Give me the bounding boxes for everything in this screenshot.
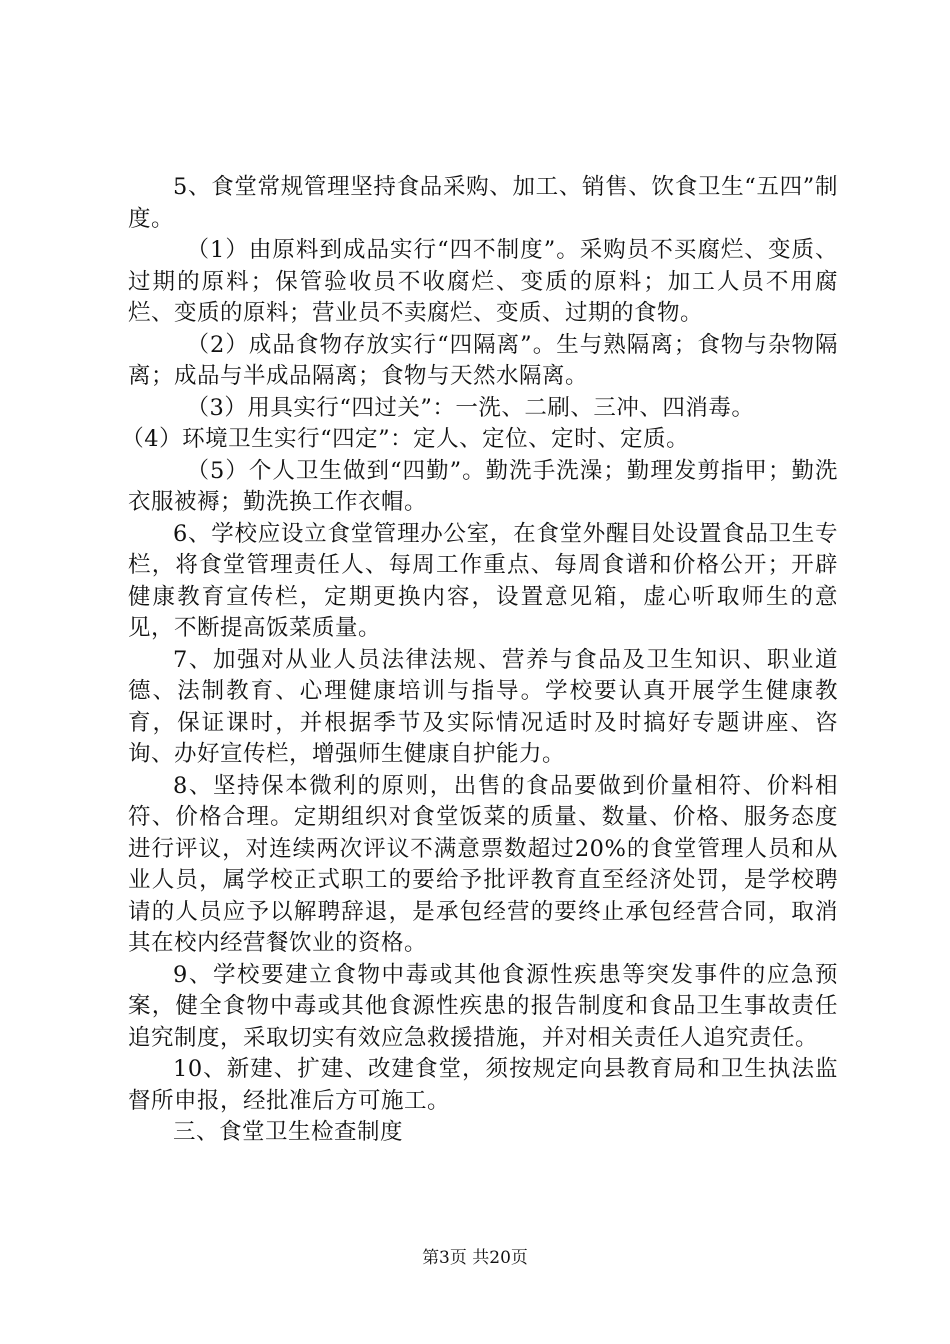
paragraph-item-7: 7、加强对从业人员法律法规、营养与食品及卫生知识、职业道德、法制教育、心理健康培训与指导。学校要认真开展学生健康教育，保证课时，并根据季节及实际情况适时及时搞好专题讲座、咨询、办好宣传栏，增强师生健康自护能力。 <box>128 646 838 767</box>
paragraph-item-5: 5、食堂常规管理坚持食品采购、加工、销售、饮食卫生“五四”制度。 <box>128 174 838 232</box>
section-heading: 三、食堂卫生检查制度 <box>173 1119 404 1145</box>
paragraph-sub-4: （4）环境卫生实行“四定”：定人、定位、定时、定质。 <box>121 426 690 452</box>
paragraph-sub-2: （2）成品食物存放实行“四隔离”。生与熟隔离；食物与杂物隔离；成品与半成品隔离；食物与天然水隔离。 <box>128 331 838 389</box>
document-body <box>121 172 838 1149</box>
paragraph-sub-5: （5）个人卫生做到“四勤”。勤洗手洗澡；勤理发剪指甲；勤洗衣服被褥；勤洗换工作衣帽。 <box>128 457 838 515</box>
paragraph-sub-3: （3）用具实行“四过关”：一洗、二刷、三冲、四消毒。 <box>186 394 755 421</box>
paragraph-item-10: 10、新建、扩建、改建食堂，须按规定向县教育局和卫生执法监督所申报，经批准后方可施工。 <box>128 1056 838 1114</box>
paragraph-item-9: 9、学校要建立食物中毒或其他食源性疾患等突发事件的应急预案，健全食物中毒或其他食源性疾患的报告制度和食品卫生事故责任追究制度，采取切实有效应急救援措施，并对相关责任人追究责任。 <box>128 961 838 1051</box>
page-number-footer: 第3页 共20页 <box>422 1248 528 1268</box>
paragraph-item-6: 6、学校应设立食堂管理办公室，在食堂外醒目处设置食品卫生专栏，将食堂管理责任人、每周工作重点、每周食谱和价格公开；开辟健康教育宣传栏，定期更换内容，设置意见箱，虚心听取师生的意见，不断提高饭菜质量。 <box>128 520 838 641</box>
paragraph-sub-1: （1）由原料到成品实行“四不制度”。采购员不买腐烂、变质、过期的原料；保管验收员不收腐烂、变质的原料；加工人员不用腐烂、变质的原料；营业员不卖腐烂、变质、过期的食物。 <box>128 237 838 326</box>
paragraph-item-8: 8、坚持保本微利的原则，出售的食品要做到价量相符、价料相符、价格合理。定期组织对食堂饭菜的质量、数量、价格、服务态度进行评议，对连续两次评议不满意票数超过20%的食堂管理人员和从业人员，属学校正式职工的要给予批评教育直至经济处罚，是学校聘请的人员应予以解聘辞退，是承包经营的要终止承包经营合同，取消其在校内经营餐饮业的资格。 <box>128 772 838 956</box>
